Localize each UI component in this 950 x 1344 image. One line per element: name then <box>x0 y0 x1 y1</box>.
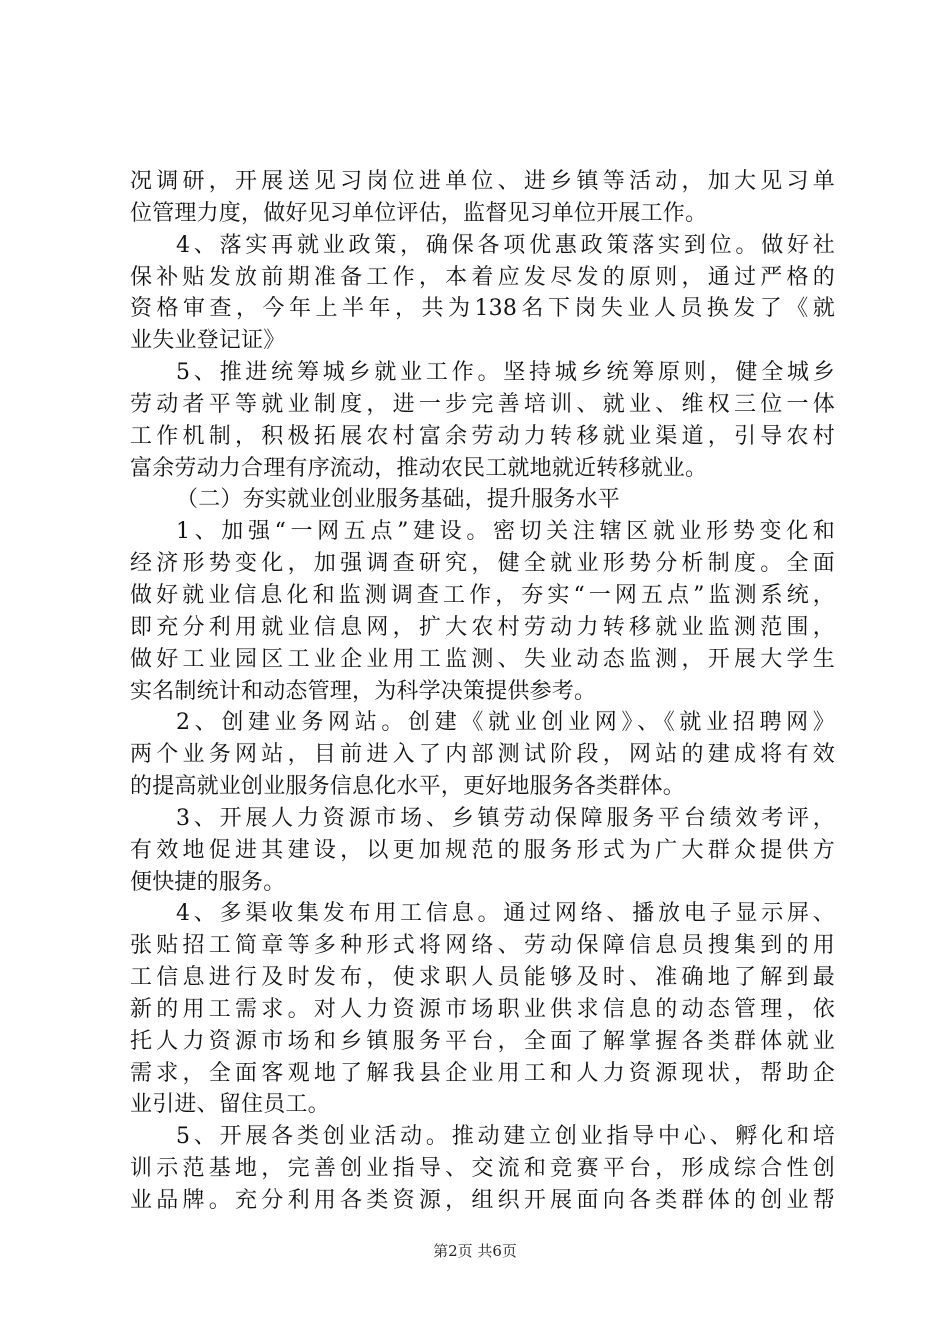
paragraph-first-line: 3、开展人力资源市场、乡镇劳动保障服务平台绩效考评， <box>176 805 835 831</box>
text-line: 两个业务网站，目前进入了内部测试阶段，网站的建成将有效 <box>130 742 835 768</box>
text-line: 训示范基地，完善创业指导、交流和竞赛平台，形成综合性创 <box>130 1156 835 1182</box>
text-line: 的提高就业创业服务信息化水平，更好地服务各类群体。 <box>130 774 686 800</box>
text-line: 工作机制，积极拓展农村富余劳动力转移就业渠道，引导农村 <box>130 423 835 449</box>
text-line: 工信息进行及时发布，使求职人员能够及时、准确地了解到最 <box>130 965 835 991</box>
section-heading: （二）夯实就业创业服务基础，提升服务水平 <box>176 487 621 513</box>
paragraph-first-line: 5、推进统筹城乡就业工作。坚持城乡统筹原则，健全城乡 <box>176 360 835 386</box>
text-line: 托人力资源市场和乡镇服务平台，全面了解掌握各类群体就业 <box>130 1028 835 1054</box>
text-line: 便快捷的服务。 <box>130 869 286 895</box>
body-text <box>130 166 835 1217</box>
text-line: 业引进、留住员工。 <box>130 1092 330 1118</box>
text-line: 做好就业信息化和监测调查工作，夯实“一网五点”监测系统， <box>130 582 835 608</box>
paragraph-first-line: 4、多渠收集发布用工信息。通过网络、播放电子显示屏、 <box>176 901 835 927</box>
text-line: 即充分利用就业信息网，扩大农村劳动力转移就业监测范围， <box>130 614 835 640</box>
text-line: 劳动者平等就业制度，进一步完善培训、就业、维权三位一体 <box>130 391 835 417</box>
text-line: 保补贴发放前期准备工作，本着应发尽发的原则，通过严格的 <box>130 264 835 290</box>
text-line: 新的用工需求。对人力资源市场职业供求信息的动态管理，依 <box>130 996 835 1022</box>
page-number-footer: 第2页 共6页 <box>433 1242 517 1260</box>
text-line: 实名制统计和动态管理，为科学决策提供参考。 <box>130 678 597 704</box>
paragraph-first-line: 1、加强“一网五点”建设。密切关注辖区就业形势变化和 <box>176 519 835 545</box>
text-line: 经济形势变化，加强调查研究，健全就业形势分析制度。全面 <box>130 551 835 577</box>
text-line: 做好工业园区工业企业用工监测、失业动态监测，开展大学生 <box>130 646 835 672</box>
paragraph-first-line: 2、创建业务网站。创建《就业创业网》、《就业招聘网》 <box>176 710 835 736</box>
text-line: 有效地促进其建设，以更加规范的服务形式为广大群众提供方 <box>130 837 835 863</box>
text-line: 业失业登记证》 <box>130 328 286 354</box>
paragraph-first-line: 5、开展各类创业活动。推动建立创业指导中心、孵化和培 <box>176 1124 835 1150</box>
text-line: 位管理力度，做好见习单位评估，监督见习单位开展工作。 <box>130 200 708 226</box>
text-line: 资格审查，今年上半年，共为138名下岗失业人员换发了《就 <box>130 296 835 322</box>
text-line: 富余劳动力合理有序流动，推动农民工就地就近转移就业。 <box>130 455 708 481</box>
text-line: 需求，全面客观地了解我县企业用工和人力资源现状，帮助企 <box>130 1060 835 1086</box>
text-line: 况调研，开展送见习岗位进单位、进乡镇等活动，加大见习单 <box>130 169 835 194</box>
paragraph-first-line: 4、落实再就业政策，确保各项优惠政策落实到位。做好社 <box>176 232 835 258</box>
text-line: 张贴招工简章等多种形式将网络、劳动保障信息员搜集到的用 <box>130 933 835 959</box>
text-line: 业品牌。充分利用各类资源，组织开展面向各类群体的创业帮 <box>130 1188 835 1213</box>
